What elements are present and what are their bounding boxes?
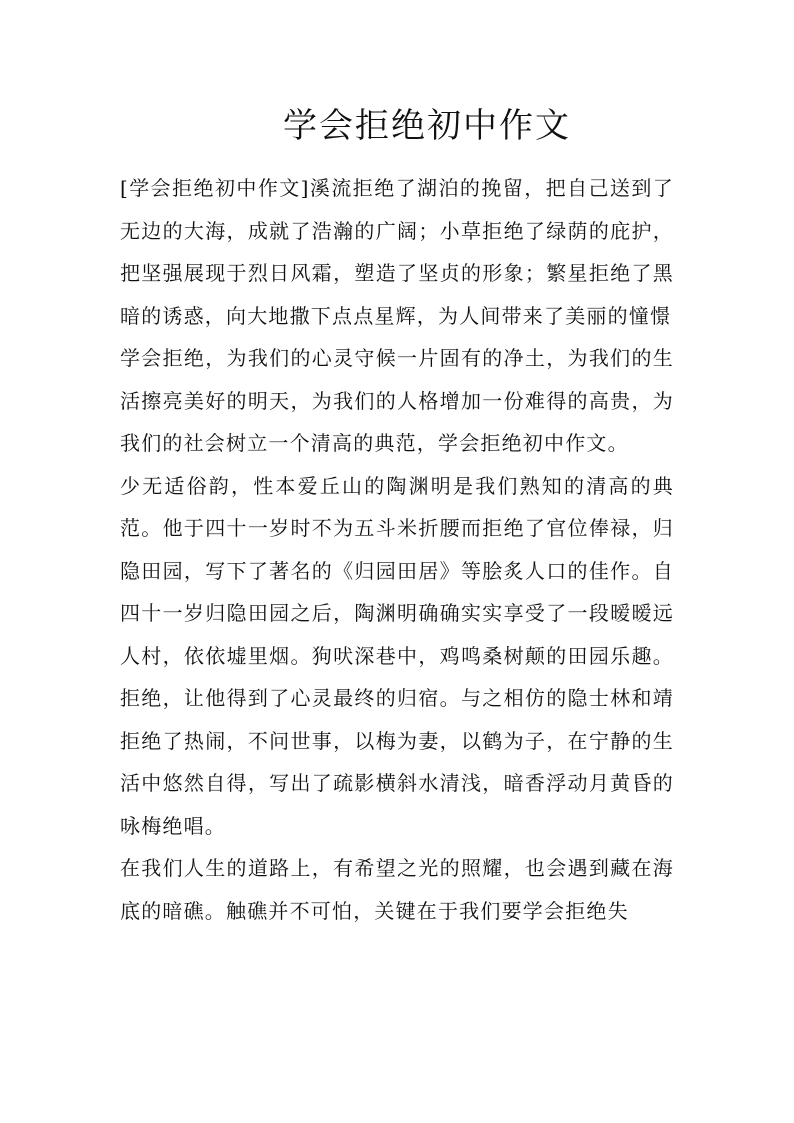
paragraph-tao-yuanming: 少无适俗韵，性本爱丘山的陶渊明是我们熟知的清高的典范。他于四十一岁时不为五斗米折腰而拒绝了官位俸禄，归隐田园，写下了著名的《归园田居》等脍炙人口的佳作。自四十一岁归隐田园之后，陶渊明确确实实享受了一段暧暧远人村，依依墟里烟。狗吠深巷中，鸡鸣桑树颠的田园乐趣。拒绝，让他得到了心灵最终的归宿。与之相仿的隐士林和靖拒绝了热闹，不问世事，以梅为妻，以鹤为子，在宁静的生活中悠然自得，写出了疏影横斜水清浅，暗香浮动月黄昏的咏梅绝唱。 xyxy=(120,473,674,838)
paragraph-life-road: 在我们人生的道路上，有希望之光的照耀，也会遇到藏在海底的暗礁。触礁并不可怕，关键在于我们要学会拒绝失 xyxy=(120,856,674,923)
paragraph-intro: [学会拒绝初中作文]溪流拒绝了湖泊的挽留，把自己送到了无边的大海，成就了浩瀚的广阔；小草拒绝了绿荫的庇护，把坚强展现于烈日风霜，塑造了坚贞的形象；繁星拒绝了黑暗的诱惑，向大地撒下点点星辉，为人间带来了美丽的憧憬 xyxy=(120,176,674,328)
document-title: 学会拒绝初中作文 xyxy=(283,106,571,146)
document-body xyxy=(120,167,674,932)
paragraph-learn-to-refuse: 学会拒绝，为我们的心灵守候一片固有的净土，为我们的生活擦亮美好的明天，为我们的人格增加一份难得的高贵，为我们的社会树立一个清高的典范，学会拒绝初中作文。 xyxy=(120,346,674,455)
